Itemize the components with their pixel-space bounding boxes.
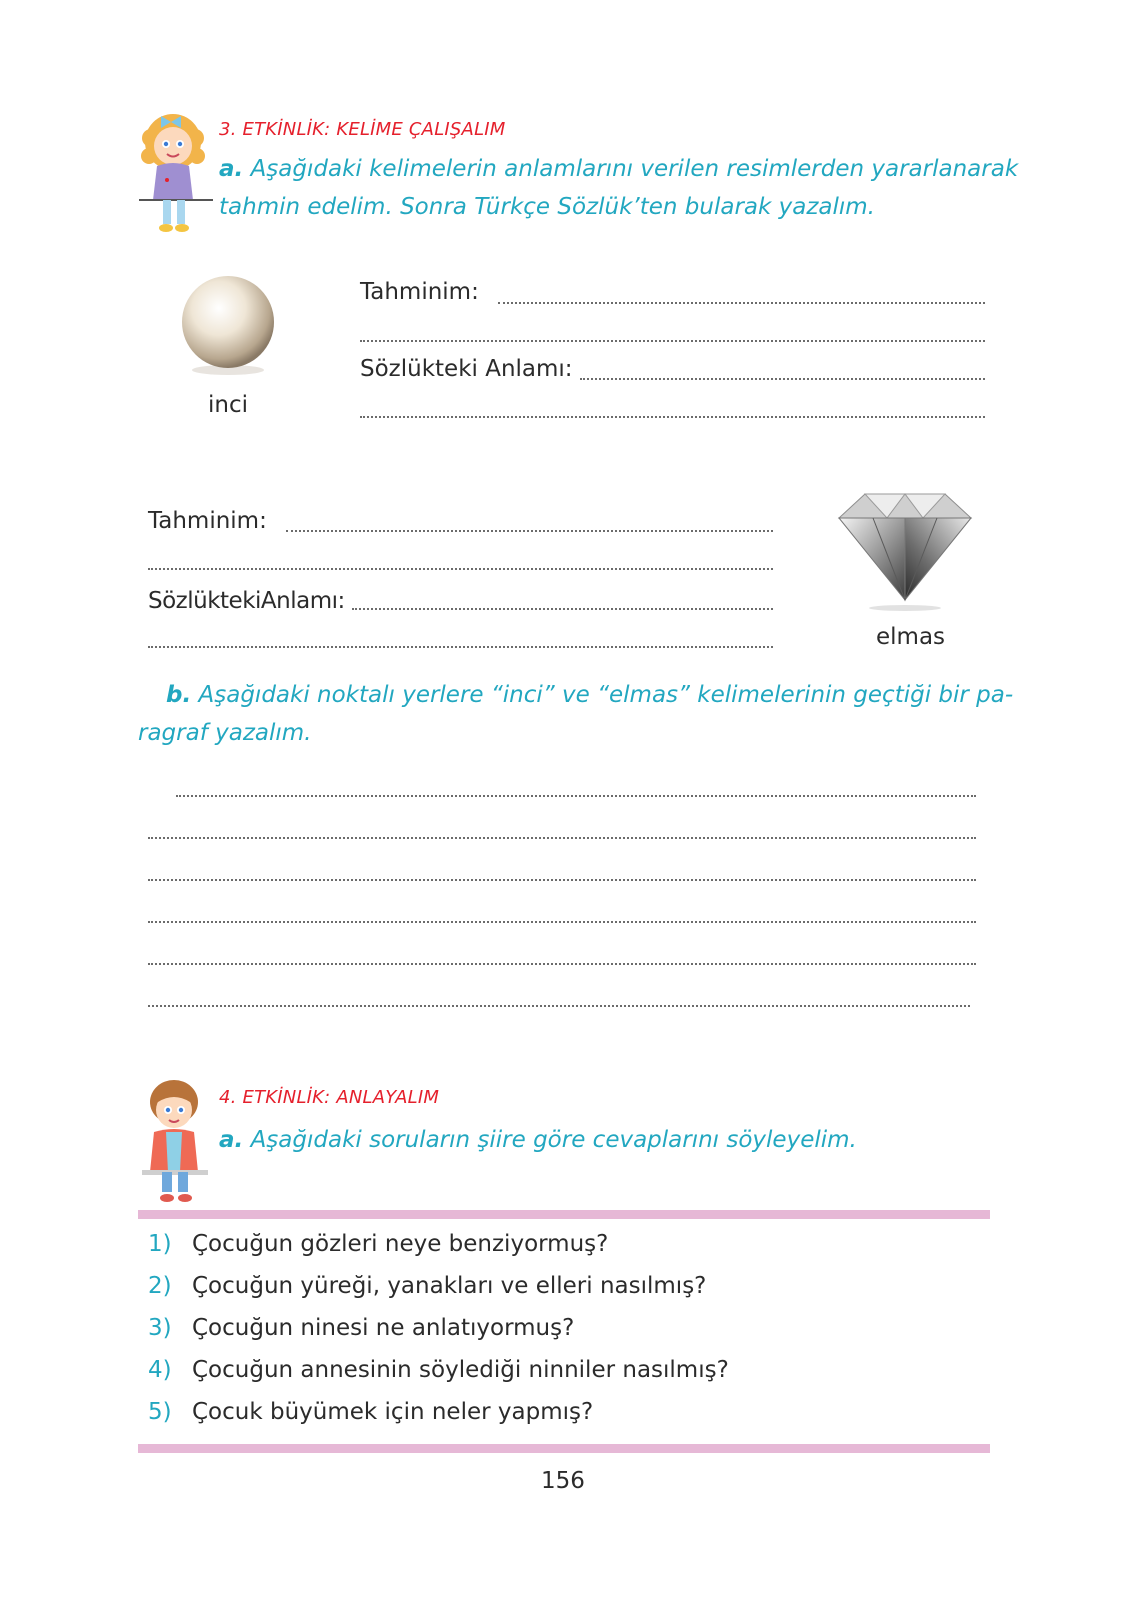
question-number: 2) bbox=[148, 1273, 172, 1299]
part-b-text-line1: Aşağıdaki noktalı yerlere “inci” ve “elmas” kelimelerinin geçtiği bir pa- bbox=[198, 682, 1014, 708]
activity3-instruction-b bbox=[138, 676, 1014, 752]
word1-guess-label: Tahminim: bbox=[360, 279, 479, 305]
question-text: Çocuğun ninesi ne anlatıyormuş? bbox=[192, 1315, 575, 1341]
questions-list bbox=[148, 1223, 729, 1433]
activity3-instruction-a bbox=[219, 150, 1019, 226]
activity3-title: 3. ETKİNLİK: KELİME ÇALIŞALIM bbox=[219, 119, 506, 140]
word1-meaning-line-2[interactable] bbox=[360, 416, 985, 418]
word1-meaning-line[interactable] bbox=[580, 378, 985, 380]
paragraph-line-4[interactable] bbox=[148, 921, 976, 923]
pearl-caption: inci bbox=[208, 392, 249, 418]
part-b-text-line2: ragraf yazalım. bbox=[138, 720, 312, 746]
question-number: 4) bbox=[148, 1357, 172, 1383]
paragraph-line-6[interactable] bbox=[148, 1005, 970, 1007]
word1-guess-line-2[interactable] bbox=[360, 340, 985, 342]
question-number: 1) bbox=[148, 1231, 172, 1257]
question-item bbox=[148, 1265, 729, 1307]
question-item bbox=[148, 1391, 729, 1433]
word2-guess-line-2[interactable] bbox=[148, 568, 773, 570]
paragraph-line-1[interactable] bbox=[176, 795, 976, 797]
paragraph-line-3[interactable] bbox=[148, 879, 976, 881]
part-a-letter: a. bbox=[219, 156, 244, 182]
question-item bbox=[148, 1307, 729, 1349]
question-item bbox=[148, 1223, 729, 1265]
activity4-title: 4. ETKİNLİK: ANLAYALIM bbox=[219, 1087, 440, 1108]
paragraph-line-2[interactable] bbox=[148, 837, 976, 839]
question-text: Çocuğun gözleri neye benziyormuş? bbox=[192, 1231, 609, 1257]
part-a-text-line1: Aşağıdaki kelimelerin anlamlarını verilen resimlerden yararlanarak bbox=[250, 156, 1019, 182]
activity4-part-a-text: Aşağıdaki soruların şiire göre cevaplarını söyleyelim. bbox=[250, 1127, 857, 1153]
questions-bottom-bar bbox=[138, 1444, 990, 1453]
diamond-image bbox=[835, 488, 975, 612]
word1-guess-line[interactable] bbox=[498, 302, 985, 304]
word2-meaning-line[interactable] bbox=[352, 608, 773, 610]
word1-meaning-label: Sözlükteki Anlamı: bbox=[360, 356, 573, 382]
word2-meaning-line-2[interactable] bbox=[148, 646, 773, 648]
page-number: 156 bbox=[541, 1468, 585, 1494]
boy-illustration bbox=[140, 1076, 212, 1208]
activity4-instruction-a bbox=[219, 1121, 857, 1159]
word2-guess-line[interactable] bbox=[286, 530, 773, 532]
questions-top-bar bbox=[138, 1210, 990, 1219]
question-number: 3) bbox=[148, 1315, 172, 1341]
question-text: Çocuğun annesinin söylediği ninniler nasılmış? bbox=[192, 1357, 729, 1383]
part-a-text-line2: tahmin edelim. Sonra Türkçe Sözlük’ten bularak yazalım. bbox=[219, 194, 875, 220]
activity4-part-a-letter: a. bbox=[219, 1127, 244, 1153]
pearl-image bbox=[176, 272, 280, 376]
diamond-caption: elmas bbox=[876, 624, 946, 650]
part-b-letter: b. bbox=[166, 682, 192, 708]
question-number: 5) bbox=[148, 1399, 172, 1425]
word2-guess-label: Tahminim: bbox=[148, 508, 267, 534]
paragraph-line-5[interactable] bbox=[148, 963, 976, 965]
question-item bbox=[148, 1349, 729, 1391]
word2-meaning-label: SözlüktekiAnlamı: bbox=[148, 588, 345, 614]
girl-illustration bbox=[135, 108, 215, 238]
question-text: Çocuğun yüreği, yanakları ve elleri nasılmış? bbox=[192, 1273, 707, 1299]
question-text: Çocuk büyümek için neler yapmış? bbox=[192, 1399, 594, 1425]
